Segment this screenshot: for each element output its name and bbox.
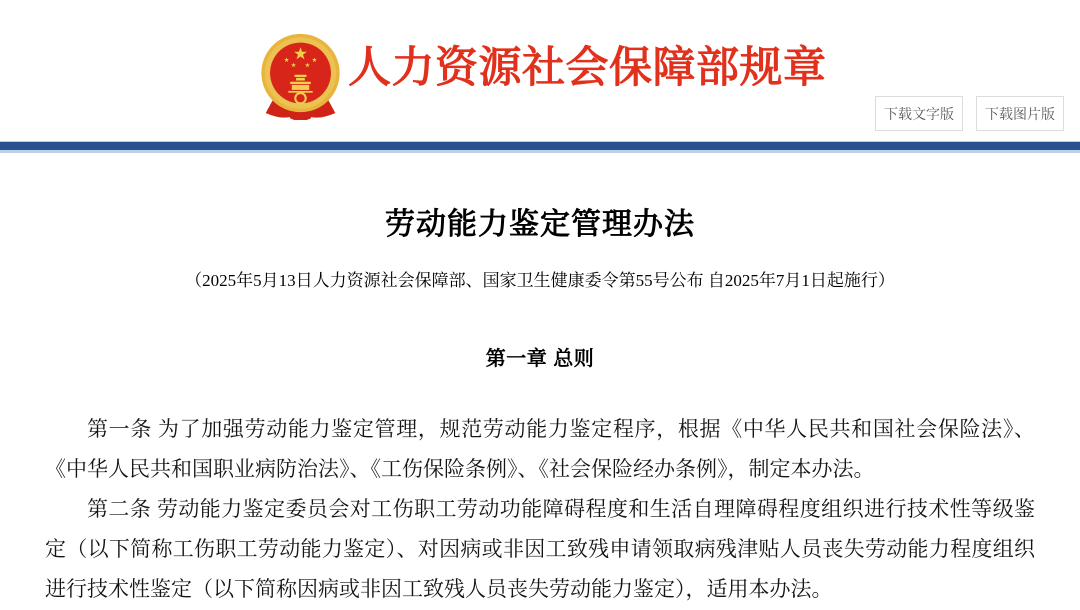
article-paragraph-2: 第二条 劳动能力鉴定委员会对工伤职工劳动功能障碍程度和生活自理障碍程度组织进行技术性等级鉴定（以下简称工伤职工劳动能力鉴定）、对因病或非因工致残申请领取病残津贴人员丧失劳动能力程度组织进行技术性鉴定（以下简称因病或非因工致残人员丧失劳动能力鉴定），适用本办法。 xyxy=(45,496,1035,601)
china-national-emblem-icon xyxy=(257,33,344,120)
issuance-note: （2025年5月13日人力资源社会保障部、国家卫生健康委令第55号公布 自2025年7月1日起施行） xyxy=(185,271,895,290)
document-content xyxy=(0,153,1080,609)
header-divider xyxy=(0,141,1080,153)
article-paragraphs xyxy=(45,409,1035,609)
document-title: 劳动能力鉴定管理办法 xyxy=(385,208,695,241)
download-image-button[interactable]: 下载图片版 xyxy=(976,96,1064,131)
chapter-heading: 第一章 总则 xyxy=(485,347,595,370)
agency-title: 人力资源社会保障部规章 xyxy=(348,45,827,92)
divider-dark-bar xyxy=(0,142,1080,150)
article-paragraph-1: 第一条 为了加强劳动能力鉴定管理，规范劳动能力鉴定程序，根据《中华人民共和国社会保险法》、《中华人民共和国职业病防治法》、《工伤保险条例》、《社会保险经办条例》，制定本办法。 xyxy=(45,416,1035,481)
masthead xyxy=(0,0,1080,141)
download-buttons xyxy=(875,96,1064,131)
download-text-button[interactable]: 下载文字版 xyxy=(875,96,963,131)
